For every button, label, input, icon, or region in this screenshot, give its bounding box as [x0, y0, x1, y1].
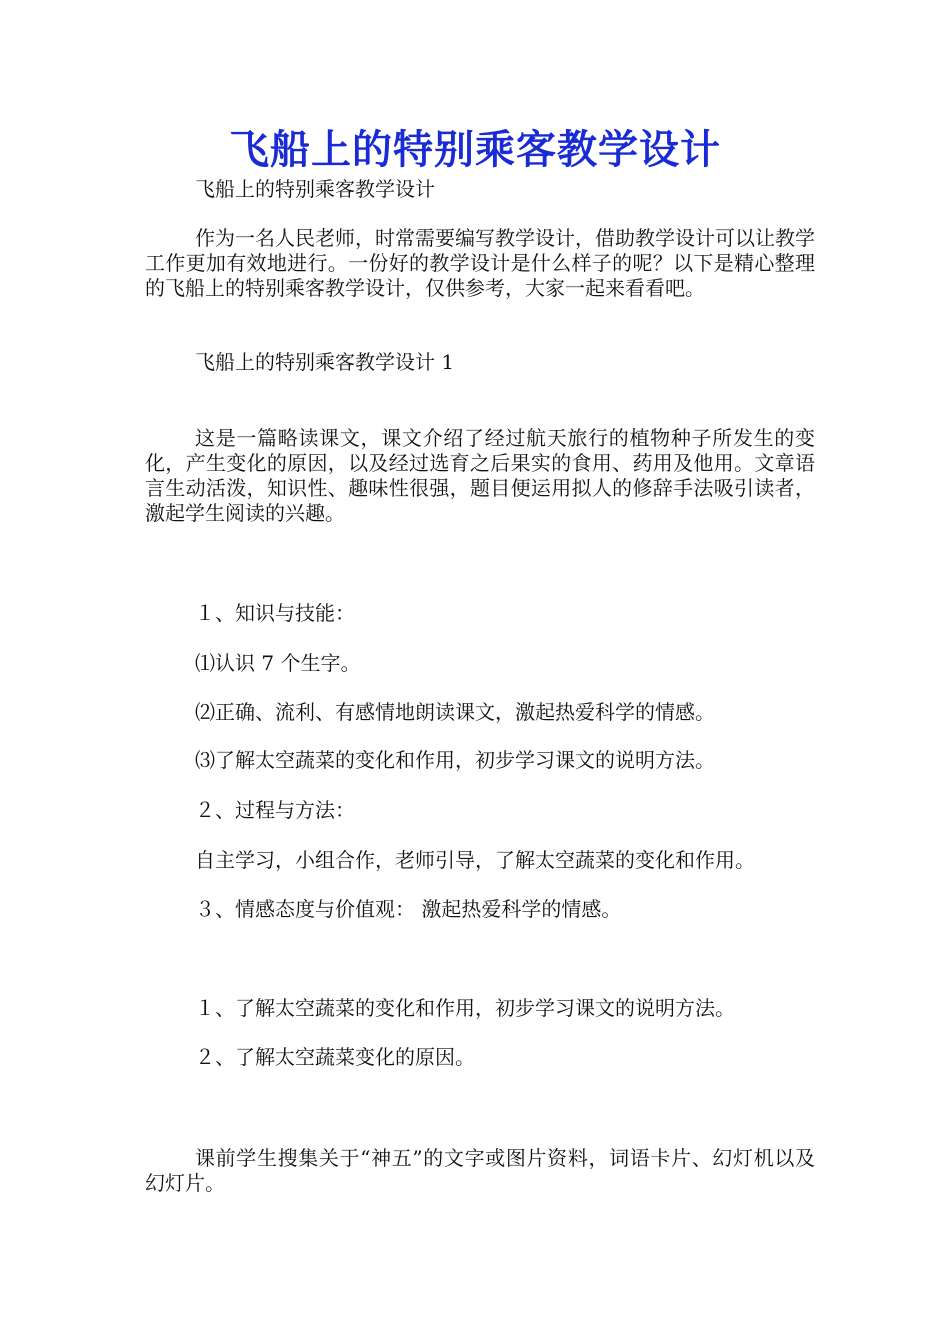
text-analysis-paragraph: 这是一篇略读课文，课文介绍了经过航天旅行的植物种子所发生的变化，产生变化的原因，以及经过选育之后果实的食用、药用及他用。文章语言生动活泼，知识性、趣味性很强，题目便运用拟人的修辞手法吸引读者，激起学生阅读的兴趣。: [145, 426, 815, 525]
key-point-2: ２、了解太空蔬菜变化的原因。: [195, 1045, 475, 1069]
key-point-1: １、了解太空蔬菜的变化和作用，初步学习课文的说明方法。: [195, 996, 735, 1020]
document-subtitle: 飞船上的特别乘客教学设计: [195, 177, 435, 201]
goal-1-item-3: ⑶了解太空蔬菜的变化和作用，初步学习课文的说明方法。: [195, 748, 715, 772]
intro-paragraph: 作为一名人民老师，时常需要编写教学设计，借助教学设计可以让教学工作更加有效地进行。一份好的教学设计是什么样子的呢？以下是精心整理的飞船上的特别乘客教学设计，仅供参考，大家一起来看看吧。: [145, 226, 815, 300]
goal-3-text: ３、情感态度与价值观： 激起热爱科学的情感。: [195, 897, 622, 921]
goal-2-text: 自主学习，小组合作，老师引导，了解太空蔬菜的变化和作用。: [195, 848, 755, 872]
document-title: 飞船上的特别乘客教学设计: [229, 126, 721, 173]
goal-1-heading: １、知识与技能：: [195, 601, 355, 625]
section-heading: 飞船上的特别乘客教学设计 1: [195, 350, 455, 374]
preparation-paragraph: 课前学生搜集关于“神五”的文字或图片资料，词语卡片、幻灯机以及幻灯片。: [145, 1146, 815, 1195]
goal-1-item-1: ⑴认识 7 个生字。: [195, 651, 361, 675]
goal-1-item-2: ⑵正确、流利、有感情地朗读课文，激起热爱科学的情感。: [195, 700, 715, 724]
goal-2-heading: ２、过程与方法：: [195, 798, 355, 822]
